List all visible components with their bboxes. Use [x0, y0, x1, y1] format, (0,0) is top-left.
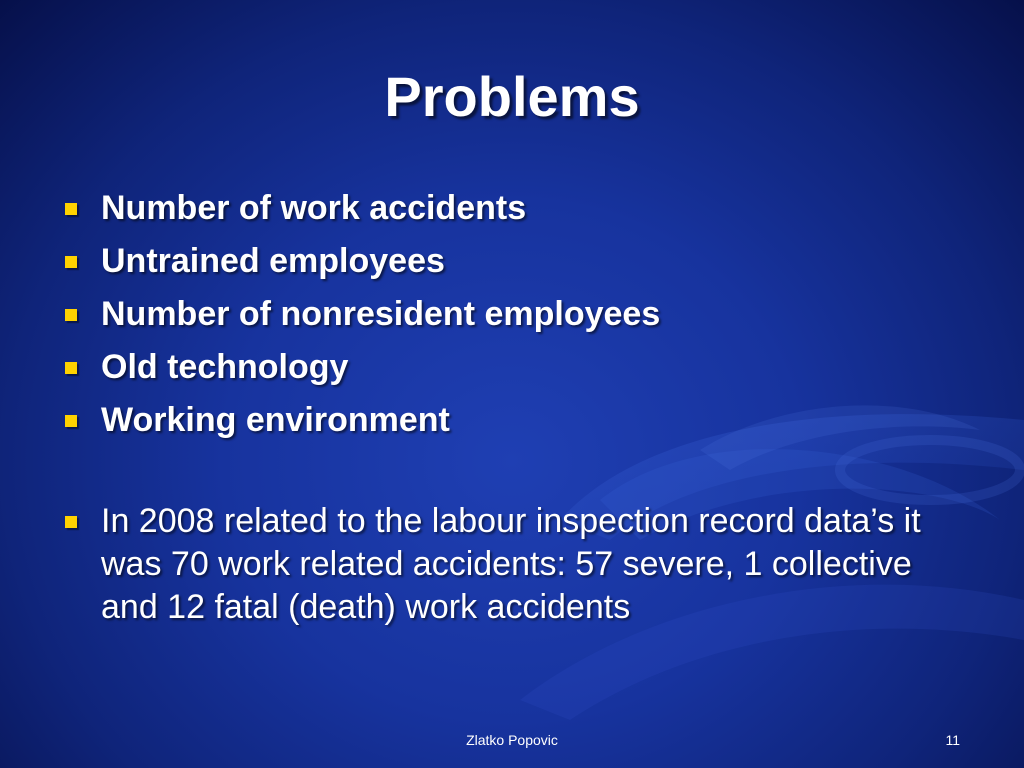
square-bullet-icon — [65, 309, 77, 321]
square-bullet-icon — [65, 203, 77, 215]
bullet-item — [60, 235, 960, 288]
bullet-item — [60, 182, 960, 235]
bullet-text: Number of work accidents — [101, 189, 527, 227]
square-bullet-icon — [65, 415, 77, 427]
bullet-item — [60, 288, 960, 341]
paragraph-item — [60, 500, 940, 629]
bullet-item — [60, 341, 960, 394]
bullet-list — [60, 182, 960, 447]
slide-title: Problems — [384, 65, 640, 128]
bullet-item — [60, 394, 960, 447]
paragraph-list — [60, 500, 940, 629]
square-bullet-icon — [65, 362, 77, 374]
square-bullet-icon — [65, 256, 77, 268]
bullet-text: Working environment — [101, 401, 450, 439]
paragraph-text: In 2008 related to the labour inspection record data’s it was 70 work related accidents: 57 severe, 1 collective and 12 fatal (death) work accidents — [101, 502, 921, 626]
bullet-text: Old technology — [101, 348, 349, 386]
bullet-text: Number of nonresident employees — [101, 295, 661, 333]
square-bullet-icon — [65, 516, 77, 528]
page-number: 11 — [945, 732, 960, 748]
footer-author: Zlatko Popovic — [466, 732, 558, 748]
bullet-text: Untrained employees — [101, 242, 445, 280]
